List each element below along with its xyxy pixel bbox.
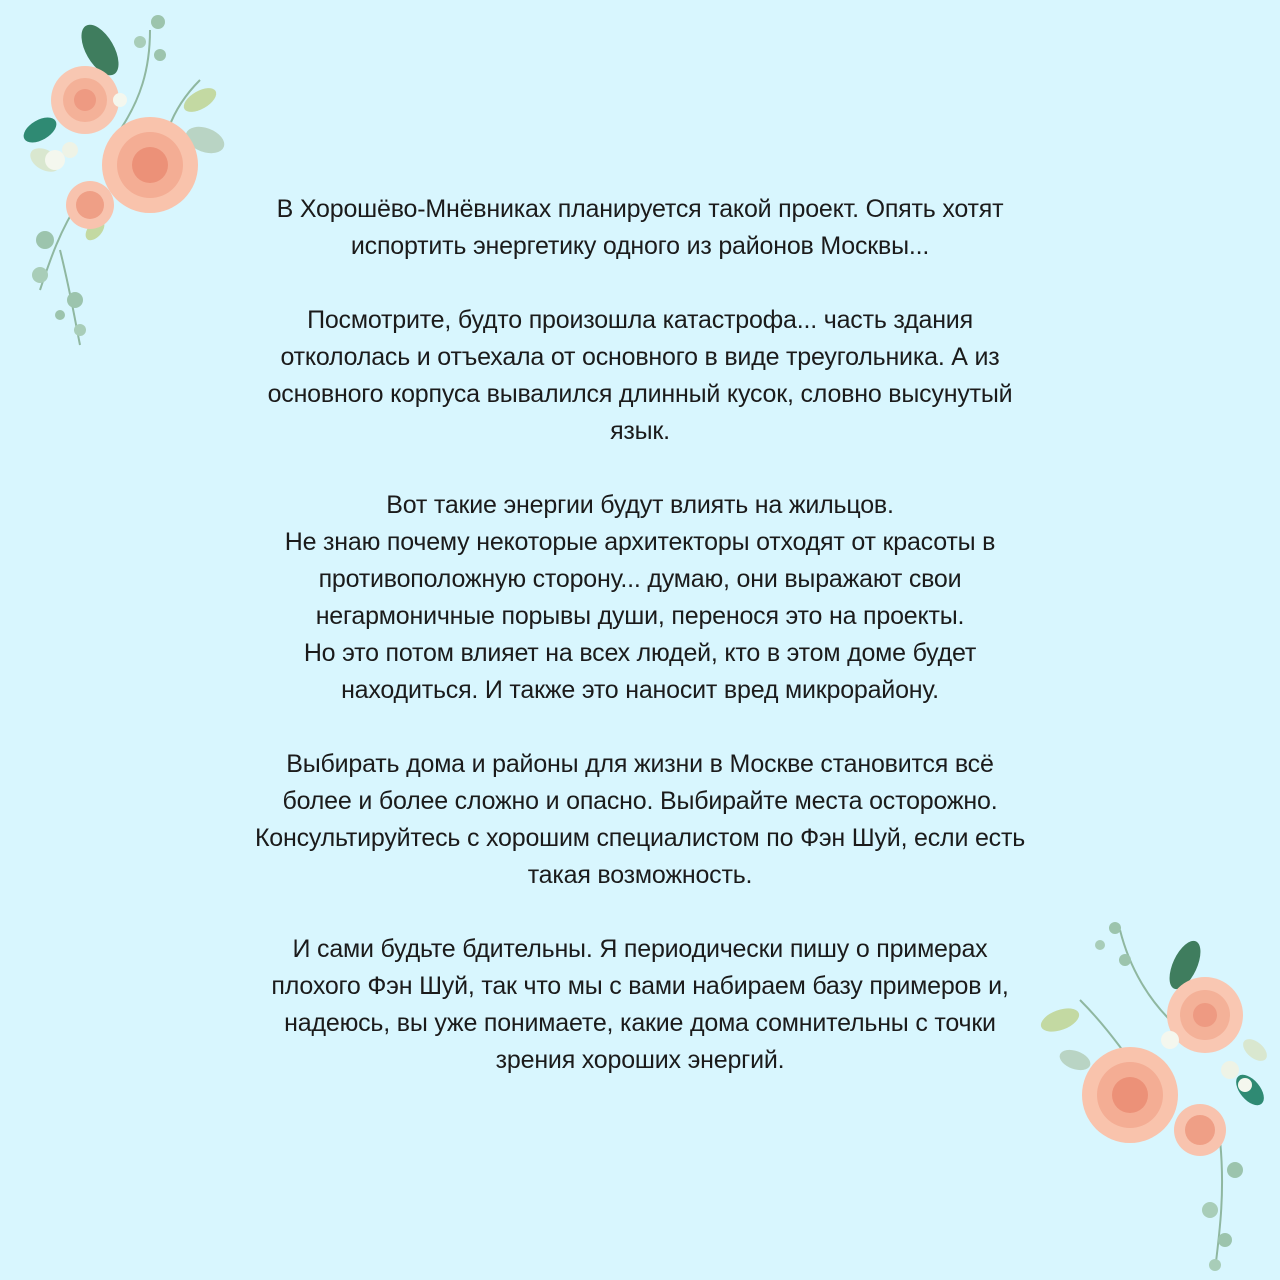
text-line: негармоничные порывы души, перенося это на проекты.: [315, 602, 965, 630]
paragraph-gap: [160, 894, 1120, 931]
text-line: такая возможность.: [527, 861, 753, 889]
text-line: откололась и отъехала от основного в виде треугольника. А из: [280, 343, 1000, 371]
text-line: Не знаю почему некоторые архитекторы отходят от красоты в: [284, 528, 996, 556]
paragraph-3: [160, 487, 1120, 709]
paragraph-5: [160, 931, 1120, 1079]
paragraph-gap: [160, 450, 1120, 487]
text-line: противоположную сторону... думаю, они выражают свои: [318, 565, 962, 593]
text-line: основного корпуса вывалился длинный кусок, словно высунутый: [267, 380, 1013, 408]
text-line: Но это потом влияет на всех людей, кто в этом доме будет: [303, 639, 977, 667]
paragraph-4: [160, 746, 1120, 894]
paragraph-gap: [160, 265, 1120, 302]
text-line: испортить энергетику одного из районов Москвы...: [350, 232, 930, 260]
text-line: И сами будьте бдительны. Я периодически пишу о примерах: [292, 935, 988, 963]
text-line: Выбирать дома и районы для жизни в Москве становится всё: [286, 750, 994, 778]
text-line: плохого Фэн Шуй, так что мы с вами набираем базу примеров и,: [271, 972, 1009, 1000]
paragraph-1: [160, 191, 1120, 265]
text-line: надеюсь, вы уже понимаете, какие дома сомнительны с точки: [284, 1009, 996, 1037]
post-text: [160, 191, 1120, 1079]
text-line: Вот такие энергии будут влиять на жильцов.: [386, 491, 894, 519]
paragraph-2: [160, 302, 1120, 450]
text-line: язык.: [610, 417, 670, 445]
text-line: Посмотрите, будто произошла катастрофа... часть здания: [307, 306, 973, 334]
paragraph-gap: [160, 709, 1120, 746]
text-line: более и более сложно и опасно. Выбирайте места осторожно.: [282, 787, 998, 815]
text-line: Консультируйтесь с хорошим специалистом по Фэн Шуй, если есть: [254, 824, 1026, 852]
text-line: зрения хороших энергий.: [495, 1046, 785, 1074]
text-line: В Хорошёво-Мнёвниках планируется такой проект. Опять хотят: [276, 195, 1004, 223]
text-line: находиться. И также это наносит вред микрорайону.: [341, 676, 939, 704]
